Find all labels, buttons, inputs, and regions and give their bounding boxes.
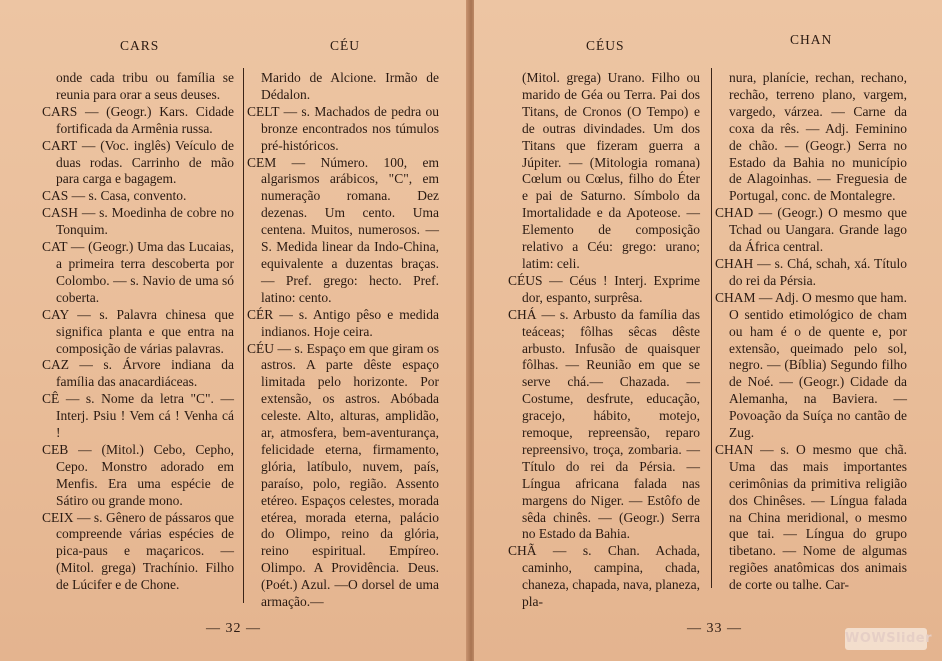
dictionary-entry: CHAN — s. O mesmo que chã. Uma das mais importantes cerimônias da primitiva religião dos Chinêses. — Língua falada na China meridional, o mesmo que tai. — Língua do grupo tibetano. — Nome de algumas regiões anatômicas dos animais de corte ou talhe. Car- — [715, 441, 907, 593]
dictionary-entry: CEB — (Mitol.) Cebo, Cepho, Cepo. Monstro adorado em Menfis. Era uma espécie de Sátiro ou grande mono. — [42, 441, 234, 508]
left-page-column-2 — [247, 70, 439, 611]
left-page-column-1 — [42, 70, 234, 594]
column-divider — [243, 68, 244, 603]
running-head-right: CÉU — [330, 38, 360, 53]
dictionary-entry: Marido de Alcione. Irmão de Dédalon. — [261, 70, 439, 102]
right-page — [474, 0, 942, 661]
column-divider — [711, 68, 712, 588]
dictionary-entry: CHAH — s. Chá, schah, xá. Título do rei da Pérsia. — [715, 255, 907, 288]
dictionary-entry: CAS — s. Casa, convento. — [42, 188, 187, 204]
page-number: — 33 — — [687, 621, 742, 636]
dictionary-entry: CHAD — (Geogr.) O mesmo que Tchad ou Uangara. Grande lago da África central. — [715, 205, 907, 255]
dictionary-entry: CHÁ — s. Arbusto da família das teáceas; fôlhas sêcas dêste arbusto. Infusão de quaisquer fôlhas. — Reunião em que se serve chá.— Chazada. — Costume, desfrute, educação, gracejo, hábito, motejo, remoque, repreensão, reparo repreensivo, troça, zombaria. — Título do rei da Pérsia. — Língua africana falada nas margens do Niger. — Estôfo de sêda chinês. — (Geogr.) Serra no Estado da Bahia. — [508, 306, 700, 542]
dictionary-entry: CAZ — s. Árvore indiana da família das anacardiáceas. — [42, 357, 234, 390]
dictionary-entry: CAT — (Geogr.) Uma das Lucaias, a primeira terra descoberta por Colombo. — s. Navio de uma só coberta. — [42, 239, 234, 305]
right-page-column-2 — [715, 70, 907, 594]
running-head-left: CÉUS — [586, 38, 625, 53]
dictionary-entry: onde cada tribu ou família se reunia para orar a seus deuses. — [56, 70, 234, 102]
dictionary-entry: CHÃ — s. Chan. Achada, caminho, campina, chada, chaneza, chapada, nava, planeza, pla- — [508, 543, 701, 610]
dictionary-entry: nura, planície, rechan, rechano, rechão, terreno plano, vargem, vargedo, várzea. — Carne da coxa da rês. — Adj. Feminino de chão. — (Geogr.) Serra no Estado da Bahia no município de Alagoinhas. — Freguesia de Portugal, conc. de Montalegre. — [729, 70, 907, 204]
dictionary-entry: CAY — s. Palavra chinesa que significa planta e que entra na composição de várias palavras. — [42, 306, 234, 356]
dictionary-entry: CÉUS — Céus ! Interj. Exprime dor, espanto, surprêsa. — [508, 272, 700, 305]
dictionary-entry: CHAM — Adj. O mesmo que ham. O sentido etimológico de cham ou ham é o de quente e, por extensão, queimado pelo sol, negro. — (Bíblia) Segundo filho de Noé. — (Geogr.) Cidade da Alemanha, na Baviera. — Povoação da Suíça no cantão de Zug. — [715, 289, 907, 441]
dictionary-entry: CÉR — s. Antigo pêso e medida indianos. Hoje ceira. — [247, 306, 439, 339]
dictionary-entry: CASH — s. Moedinha de cobre no Tonquim. — [42, 205, 234, 238]
left-page — [0, 0, 468, 661]
wowslider-watermark: WOWSlider — [845, 628, 927, 650]
dictionary-entry: CÊ — s. Nome da letra "C". — Interj. Psiu ! Vem cá ! Venha cá ! — [42, 391, 234, 441]
dictionary-entry: CART — (Voc. inglês) Veículo de duas rodas. Carrinho de mão para carga e bagagem. — [42, 137, 234, 187]
running-head-left: CARS — [120, 38, 160, 53]
dictionary-entry: CARS — (Geogr.) Kars. Cidade fortificada da Armênia russa. — [42, 103, 234, 136]
right-page-column-1 — [508, 70, 700, 611]
dictionary-entry: (Mitol. grega) Urano. Filho ou marido de Géa ou Terra. Pai dos Titans, de Cronos (O Tempo) e de outras divindades. Um dos Titans que fizeram guerra a Júpiter. — (Mitologia romana) Cœlum ou Cœlus, filho do Éter e pai de Saturno. Símbolo da Imortalidade e da Apoteose. — Elemento de composição relativo a Céu: grego: urano; latim: celi. — [522, 70, 700, 271]
dictionary-entry: CEM — Número. 100, em algarismos arábicos, "C", em numeração romana. Dez dezenas. Um cento. Uma centena. Muitos, numerosos. — S. Medida linear da Indo-China, equivalente a duzentas braças. — Pref. grego: hecto. Pref. latino: cento. — [247, 154, 439, 305]
page-number: — 32 — — [206, 621, 261, 636]
dictionary-entry: CEIX — s. Gênero de pássaros que compreende várias espécies de pica-paus e maçaricos. — (Mitol. grega) Trachínio. Filho de Lúcifer e de Chone. — [42, 509, 234, 593]
dictionary-entry: CELT — s. Machados de pedra ou bronze encontrados nos túmulos pré-históricos. — [247, 103, 439, 153]
dictionary-entry: CÉU — s. Espaço em que giram os astros. A parte dêste espaço limitada pelo horizonte. Por extensão, os astros. Abóbada celeste. Alto, alturas, amplidão, ar, atmosfera, bem-aventurança, felicidade eterna, firmamento, glória, latíbulo, nuvem, país, paraíso, polo, região. Assento etéreo. Espaços celestes, morada etérea, morada eterna, palácio do Olimpo, reino da glória, reino espiritual. Empíreo. Olimpo. A Providência. Deus. (Poét.) Azul. —O dorsel de uma armação.— — [247, 340, 439, 610]
running-head-right: CHAN — [790, 32, 833, 47]
